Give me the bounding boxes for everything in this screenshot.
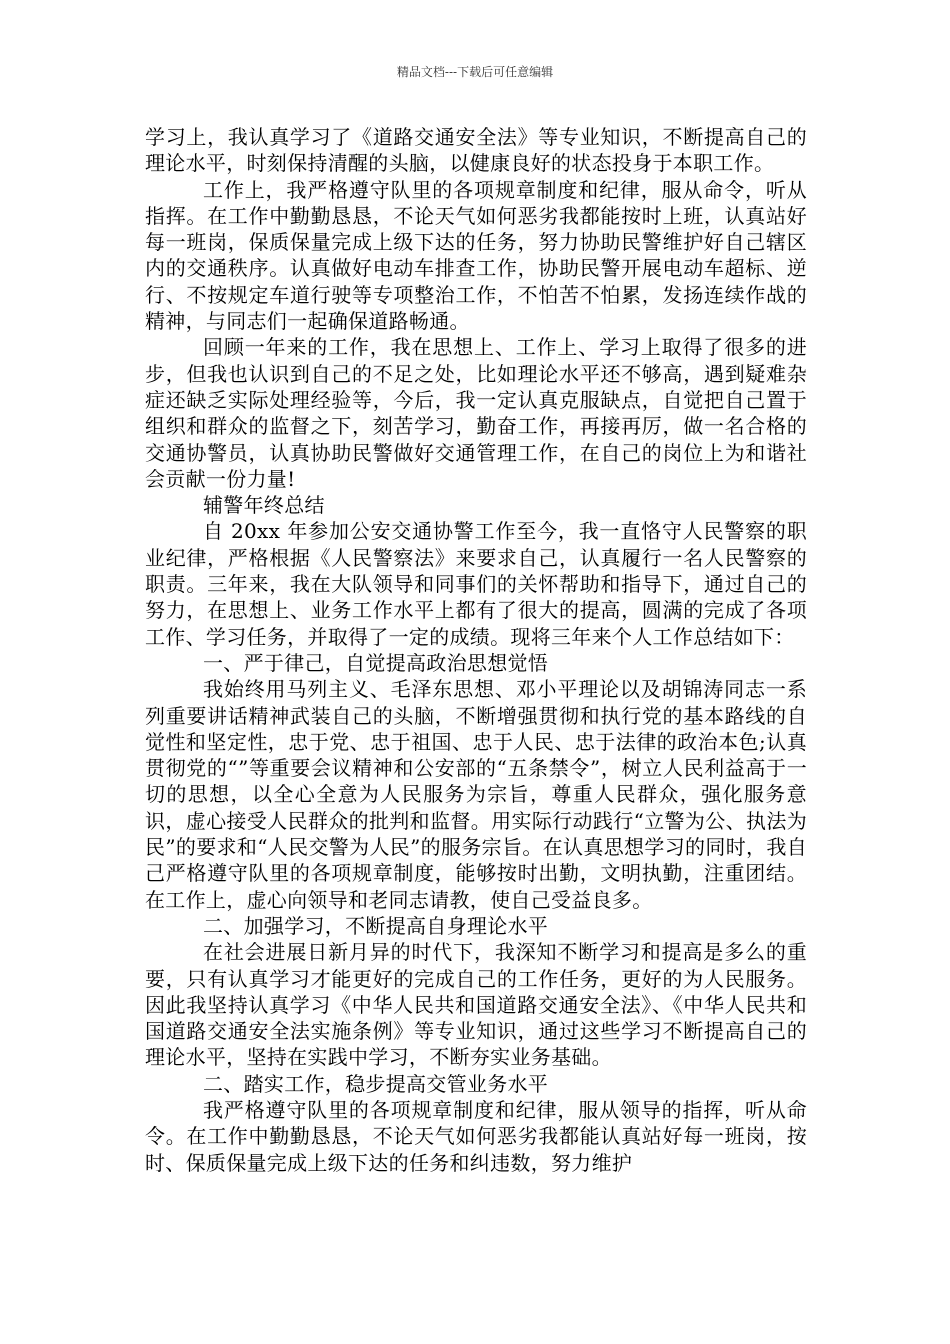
paragraph-practice: 我严格遵守队里的各项规章制度和纪律，服从领导的指挥，听从命令。在工作中勤勤恳恳，不论天气如何恶劣我都能认真站好每一班岗，按时、保质保量完成上级下达的任务和纠违数，努力维护 [145, 1097, 807, 1175]
paragraph-study: 学习上，我认真学习了《道路交通安全法》等专业知识，不断提高自己的理论水平，时刻保持清醒的头脑，以健康良好的状态投身于本职工作。 [145, 125, 807, 176]
document-body [145, 124, 807, 1176]
paragraph-review: 回顾一年来的工作，我在思想上、工作上、学习上取得了很多的进步，但我也认识到自己的不足之处，比如理论水平还不够高，遇到疑难杂症还缺乏实际处理经验等，今后，我一定认真克服缺点，自觉把自己置于组织和群众的监督之下，刻苦学习，勤奋工作，再接再厉，做一名合格的交通协警员，认真协助民警做好交通管理工作，在自己的岗位上为和谐社会贡献一份力量! [145, 335, 807, 491]
paragraph-learning: 在社会进展日新月异的时代下，我深知不断学习和提高是多么的重要，只有认真学习才能更好的完成自己的工作任务，更好的为人民服务。因此我坚持认真学习《中华人民共和国道路交通安全法》、《中华人民共和国道路交通安全法实施条例》等专业知识，通过这些学习不断提高自己的理论水平，坚持在实践中学习，不断夯实业务基础。 [145, 940, 807, 1070]
heading-learning: 二、加强学习，不断提高自身理论水平 [203, 913, 549, 938]
heading-discipline: 一、严于律己，自觉提高政治思想觉悟 [203, 650, 549, 675]
paragraph-discipline: 我始终用马列主义、毛泽东思想、邓小平理论以及胡锦涛同志一系列重要讲话精神武装自己的头脑，不断增强贯彻和执行党的基本路线的自觉性和坚定性，忠于党、忠于祖国、忠于人民、忠于法律的政治本色;认真贯彻党的“”等重要会议精神和公安部的“五条禁令”，树立人民利益高于一切的思想，以全心全意为人民服务为宗旨，尊重人民群众，强化服务意识，虚心接受人民群众的批判和监督。用实际行动践行“立警为公、执法为民”的要求和“人民交警为人民”的服务宗旨。在认真思想学习的同时，我自己严格遵守队里的各项规章制度，能够按时出勤，文明执勤，注重团结。在工作上，虚心向领导和老同志请教，使自己受益良多。 [145, 677, 807, 912]
page-header: 精品文档---下载后可任意编辑 [396, 65, 554, 79]
heading-practice: 二、踏实工作，稳步提高交管业务水平 [203, 1071, 549, 1096]
paragraph-intro: 自 20xx 年参加公安交通协警工作至今，我一直恪守人民警察的职业纪律，严格根据《人民警察法》来要求自己，认真履行一名人民警察的职责。三年来，我在大队领导和同事们的关怀帮助和指导下，通过自己的努力，在思想上、业务工作水平上都有了很大的提高，圆满的完成了各项工作、学习任务，并取得了一定的成绩。现将三年来个人工作总结如下： [145, 519, 807, 649]
paragraph-work: 工作上，我严格遵守队里的各项规章制度和纪律，服从命令，听从指挥。在工作中勤勤恳恳，不论天气如何恶劣我都能按时上班，认真站好每一班岗，保质保量完成上级下达的任务，努力协助民警维护好自己辖区内的交通秩序。认真做好电动车排查工作，协助民警开展电动车超标、逆行、不按规定车道行驶等专项整治工作，不怕苦不怕累，发扬连续作战的精神，与同志们一起确保道路畅通。 [145, 177, 807, 334]
section-title: 辅警年终总结 [203, 493, 325, 518]
